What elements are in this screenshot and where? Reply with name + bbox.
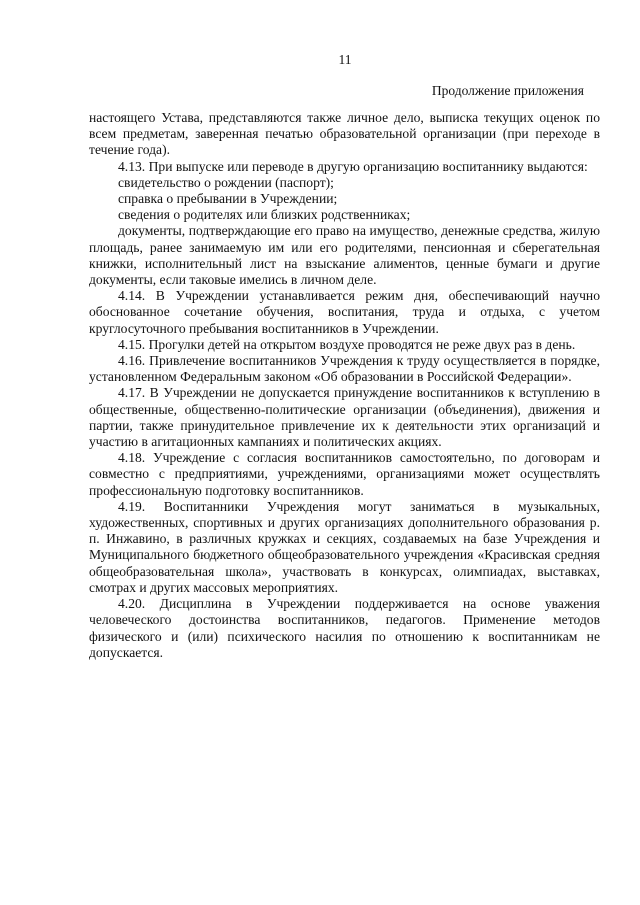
appendix-continuation-note: Продолжение приложения — [431, 83, 584, 98]
list-item-stay-certificate: справка о пребывании в Учреждении; — [118, 191, 338, 207]
paragraph-continuation: настоящего Устава, представляются также личное дело, выписка текущих оценок по всем предметам, заверенная печатью образовательной организации (при переходе в течение года). — [89, 110, 600, 158]
paragraph-4-15: 4.15. Прогулки детей на открытом воздухе проводятся не реже двух раз в день. — [118, 336, 576, 352]
list-item-relatives-info: сведения о родителях или близких родственниках; — [118, 207, 411, 223]
paragraph-4-16: 4.16. Привлечение воспитанников Учреждения к труду осуществляется в порядке, установленном Федеральным законом «Об образовании в Российской Федерации». — [89, 353, 600, 385]
paragraph-4-20: 4.20. Дисциплина в Учреждении поддерживается на основе уважения человеческого достоинства воспитанников, педагогов. Применение методов физического и (или) психического насилия по отношению к воспитанникам не допускается. — [89, 596, 600, 660]
paragraph-4-14: 4.14. В Учреждении устанавливается режим дня, обеспечивающий научно обоснованное сочетание обучения, воспитания, труда и отдыха, с учетом круглосуточного пребывания воспитанников в Учреждении. — [89, 288, 600, 336]
list-item-property-documents: документы, подтверждающие его право на имущество, денежные средства, жилую площадь, ранее занимаемую им или его родителями, пенсионная и сберегательная книжки, исполнительный лист на взыскание алиментов, ценные бумаги и другие документы, если таковые имелись в личном деле. — [89, 223, 600, 288]
paragraph-4-13: 4.13. При выпуске или переводе в другую организацию воспитаннику выдаются: — [118, 158, 588, 174]
page-number: 11 — [338, 52, 352, 67]
paragraph-4-17: 4.17. В Учреждении не допускается принуждение воспитанников к вступлению в общественные, общественно-политические организации (объединения), движения и партии, также принудительное привлечение их к деятельности этих организаций и участию в агитационных кампаниях и политических акциях. — [89, 385, 600, 450]
document-body — [89, 110, 600, 661]
paragraph-4-19: 4.19. Воспитанники Учреждения могут заниматься в музыкальных, художественных, спортивных и других организациях дополнительного образования р. п. Инжавино, в различных кружках и секциях, создаваемых на базе Учреждения и Муниципального бюджетного общеобразовательного учреждения «Красивская средняя общеобразовательная школа», участвовать в конкурсах, олимпиадах, выставках, смотрах и других массовых мероприятиях. — [89, 498, 600, 595]
paragraph-4-18: 4.18. Учреждение с согласия воспитанников самостоятельно, по договорам и совместно с предприятиями, учреждениями, организациями может осуществлять профессиональную подготовку воспитанников. — [89, 450, 600, 498]
list-item-birth-certificate: свидетельство о рождении (паспорт); — [118, 174, 334, 190]
